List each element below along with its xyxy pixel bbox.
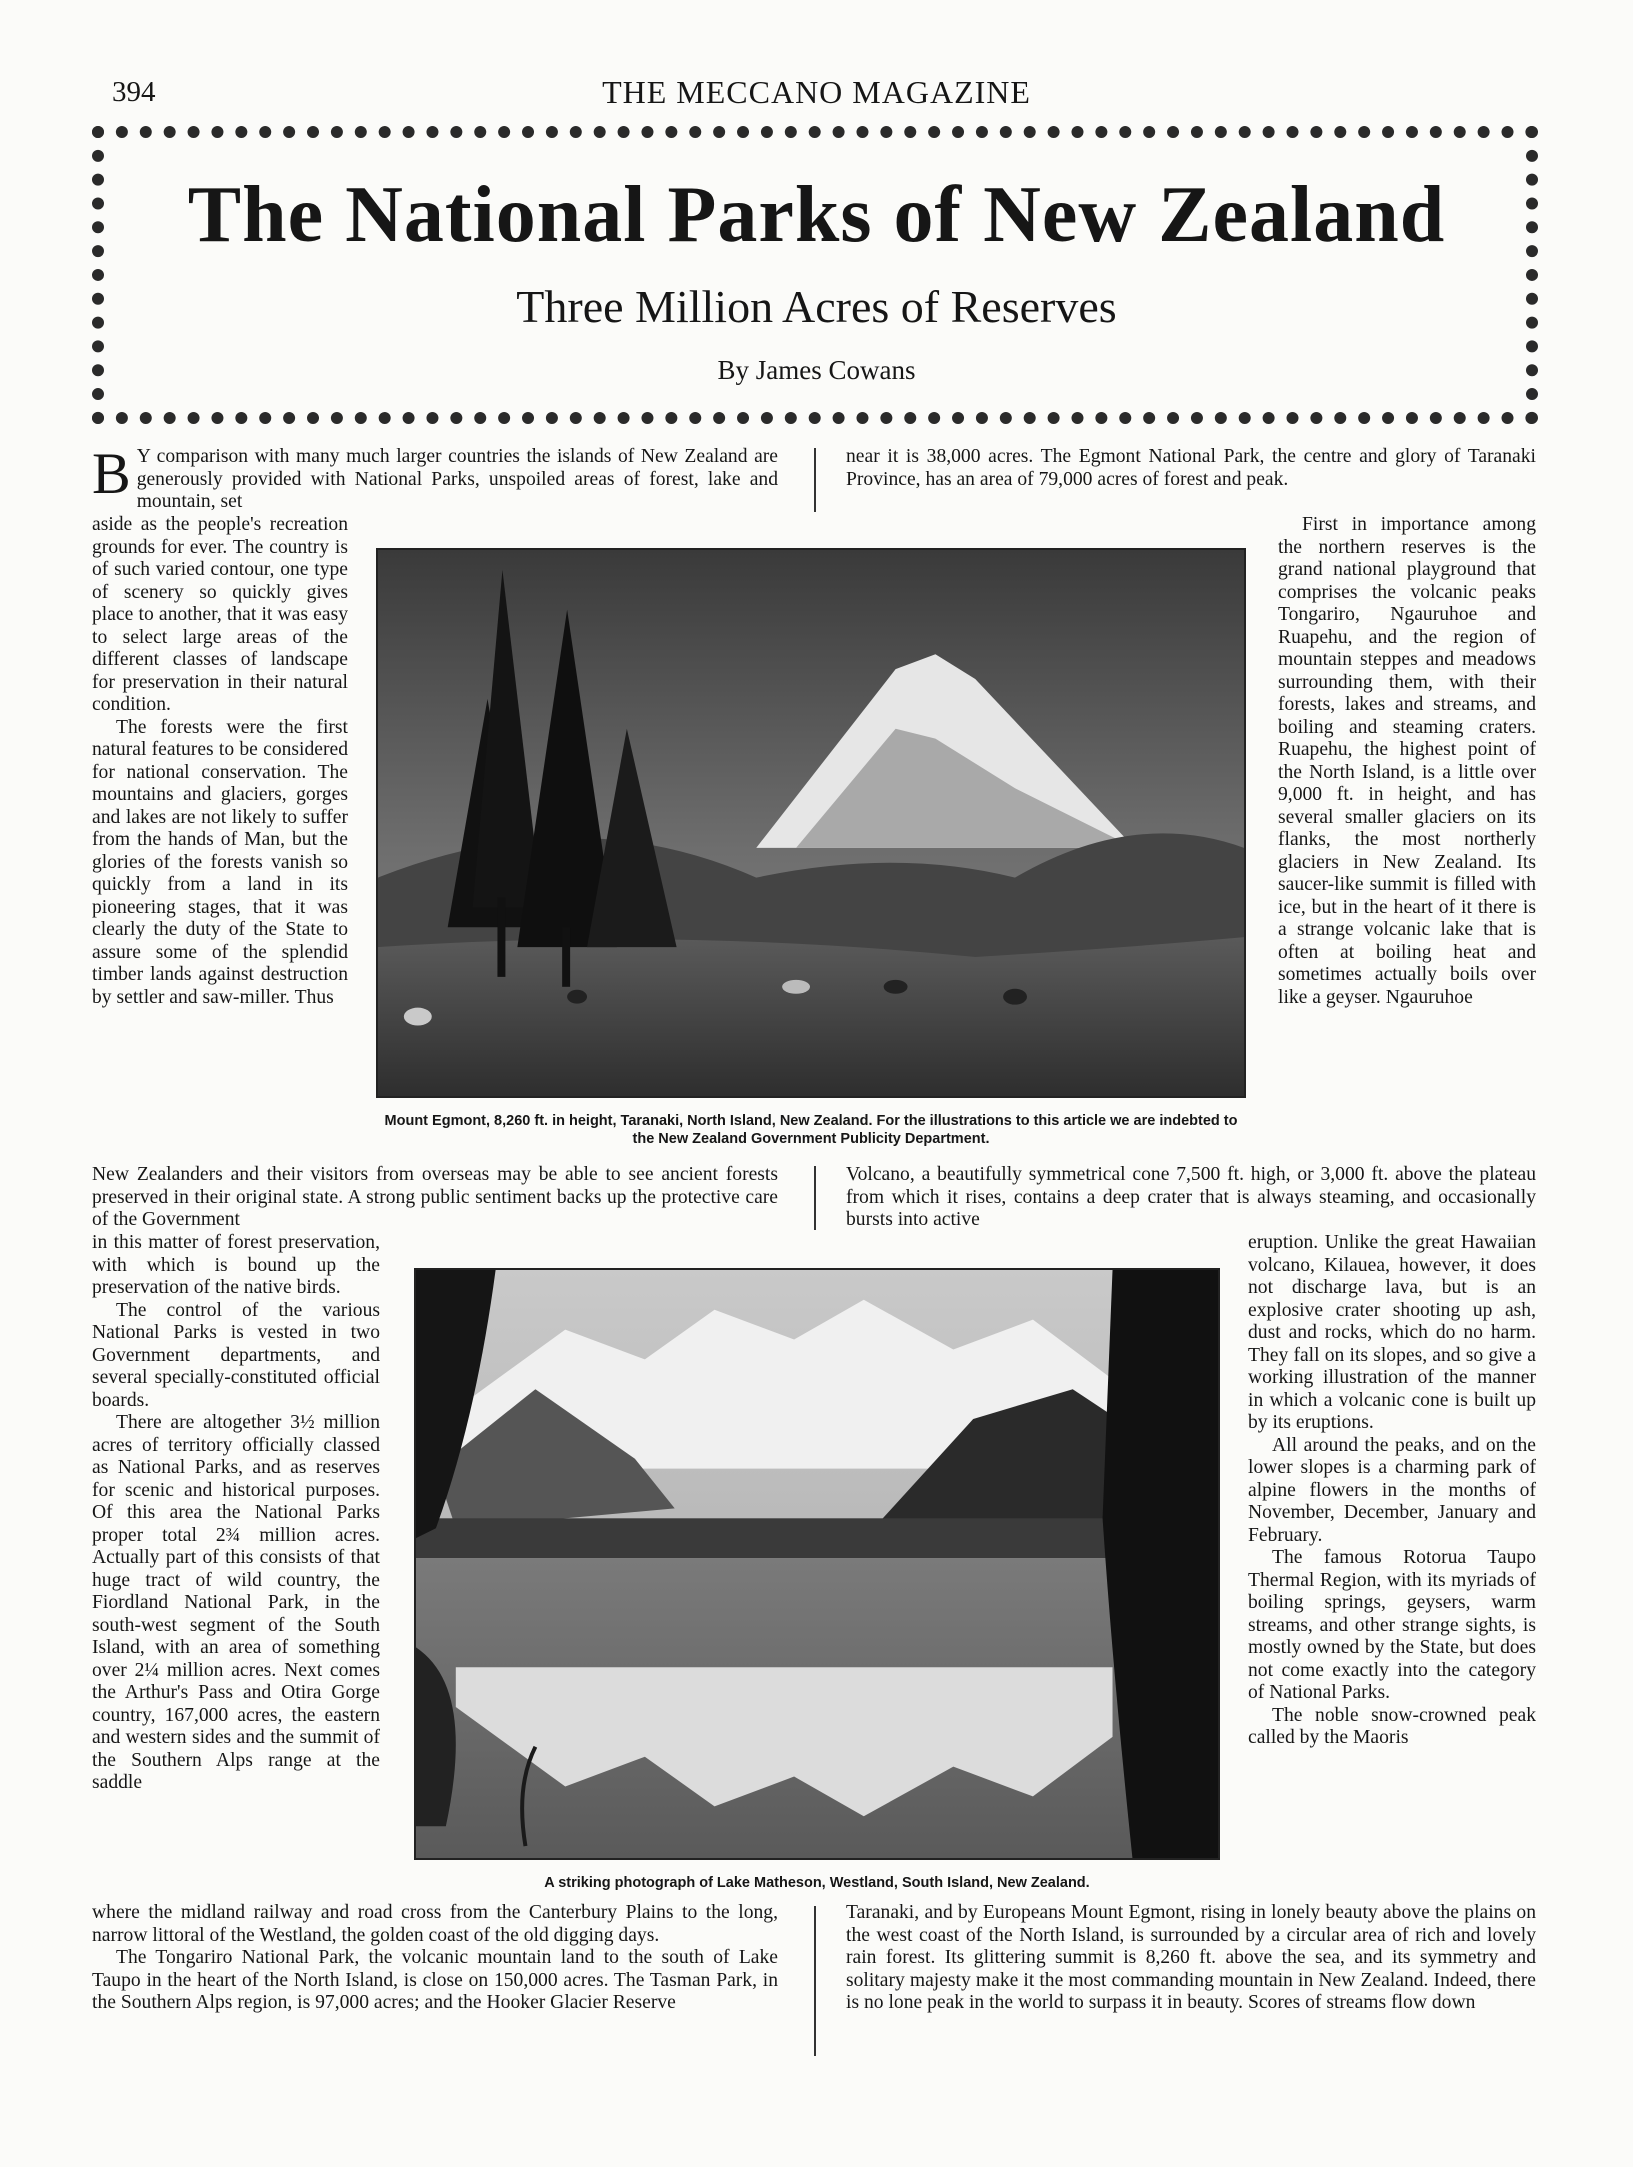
- mount-egmont-photo: [376, 548, 1246, 1098]
- lake-matheson-photo: [414, 1268, 1220, 1860]
- bottom-left: [92, 1902, 778, 2015]
- article-title: The National Parks of New Zealand: [187, 171, 1446, 259]
- photo-1-caption: Mount Egmont, 8,260 ft. in height, Taranaki, North Island, New Zealand. For the illustrations to this article we are indebted to the New Zealand Government Publicity Department.: [384, 1113, 1238, 1147]
- paragraph: There are altogether 3½ million acres of territory officially classed as National Parks, and as reserves for scenic and historical purposes. Of this area the National Parks proper total 2¾ million acres. Actually part of this consists of that huge tract of wild country, the Fiordland National Park, in the south-west segment of the South Island, with an area of something over 2¼ million acres. Next comes the Arthur's Pass and Otira Gorge country, 167,000 acres, the eastern and western sides and the summit of the Southern Alps range at the saddle: [92, 1412, 380, 1793]
- right-column-lower: [1248, 1232, 1536, 1900]
- paragraph: The noble snow-crowned peak called by the Maoris: [1248, 1704, 1536, 1748]
- paragraph: First in importance among the northern reserves is the grand national playground that comprises the volcanic peaks Tongariro, Ngauruhoe and Ruapehu, and the region of mountain steppes and meadows surrounding them, with their forests, lakes and streams, and boiling and steaming craters. Ruapehu, the highest point of the North Island, is a little over 9,000 ft. in height, and has several smaller glaciers on its flanks, the most northerly glaciers in New Zealand. Its saucer-like summit is filled with ice, but in the heart of it there is a strange volcanic lake that is often at boiling heat and sometimes actually boils over like a geyser. Ngauruhoe: [1278, 514, 1536, 1008]
- running-title: THE MECCANO MAGAZINE: [602, 74, 1031, 110]
- intro-right-text: near it is 38,000 acres. The Egmont National Park, the centre and glory of Taranaki Province, has an area of 79,000 acres of forest and peak.: [846, 446, 1536, 490]
- article-subtitle: Three Million Acres of Reserves: [516, 281, 1117, 332]
- mid-left: [92, 1164, 778, 1232]
- paragraph: Taranaki, and by Europeans Mount Egmont, rising in lonely beauty above the plains on the west coast of the North Island, is surrounded by a circular area of rich and lovely rain forest. Its glittering summit is 8,260 ft. above the sea, and its symmetry and solitary majesty make it the most commanding mountain in New Zealand. Indeed, there is no lone peak in the world to surpass it in beauty. Scores of streams flow down: [846, 1902, 1536, 2013]
- paragraph: aside as the people's recreation grounds for ever. The country is of such varied contour, one type of scenery so quickly gives place to another, that it was easy to select large areas of the different classes of landscape for preservation in their natural condition.: [92, 514, 348, 715]
- intro-left: [92, 441, 778, 514]
- photo-2-caption: A striking photograph of Lake Matheson, Westland, South Island, New Zealand.: [544, 1875, 1090, 1891]
- paragraph: The famous Rotorua Taupo Thermal Region, with its myriads of boiling springs, geysers, warm streams, and other strange sights, is mostly owned by the State, but does not come exactly into the category of National Parks.: [1248, 1547, 1536, 1703]
- paragraph: Volcano, a beautifully symmetrical cone 7,500 ft. high, or 3,000 ft. above the plateau from which it rises, contains a deep crater that is always steaming, and occasionally bursts into active: [846, 1164, 1536, 1230]
- drop-cap: B: [92, 441, 131, 506]
- byline: By James Cowans: [717, 355, 916, 385]
- paragraph: in this matter of forest preservation, with which is bound up the preservation of the native birds.: [92, 1232, 380, 1298]
- right-column-upper: [1278, 514, 1536, 1164]
- bottom-right: [846, 1902, 1536, 2015]
- column-rule: [814, 448, 816, 512]
- mid-right: [846, 1164, 1536, 1232]
- column-rule: [814, 1906, 816, 2056]
- column-rule: [814, 1166, 816, 1230]
- paragraph: where the midland railway and road cross from the Canterbury Plains to the long, narrow littoral of the Westland, the golden coast of the old digging days.: [92, 1902, 778, 1946]
- left-column-upper: [92, 514, 348, 1164]
- paragraph: The Tongariro National Park, the volcanic mountain land to the south of Lake Taupo in the heart of the North Island, is close on 150,000 acres. The Tasman Park, in the Southern Alps region, is 97,000 acres; and the Hooker Glacier Reserve: [92, 1947, 778, 2013]
- paragraph: eruption. Unlike the great Hawaiian volcano, Kilauea, however, it does not discharge lava, but is an explosive crater shooting up ash, dust and rocks, which do no harm. They fall on its slopes, and so give a working illustration of the manner in which a volcanic cone is built up by its eruptions.: [1248, 1232, 1536, 1433]
- intro-left-text: Y comparison with many much larger countries the islands of New Zealand are generously provided with National Parks, unspoiled areas of forest, lake and mountain, set: [136, 446, 778, 512]
- paragraph: All around the peaks, and on the lower slopes is a charming park of alpine flowers in the months of November, December, January and February.: [1248, 1434, 1536, 1546]
- paragraph: The control of the various National Parks is vested in two Government departments, and several specially-constituted official boards.: [92, 1299, 380, 1411]
- paragraph: The forests were the first natural features to be considered for national conservation. The mountains and glaciers, gorges and lakes are not likely to suffer from the hands of Man, but the glories of the forests vanish so quickly from a land in its pioneering stages, that it was clearly the duty of the State to assure some of the splendid timber lands against destruction by settler and saw-miller. Thus: [92, 716, 348, 1008]
- page-number: 394: [112, 76, 156, 108]
- paragraph: New Zealanders and their visitors from overseas may be able to see ancient forests preserved in their original state. A strong public sentiment backs up the protective care of the Government: [92, 1164, 778, 1230]
- left-column-lower: [92, 1232, 380, 1900]
- intro-right: [846, 446, 1536, 491]
